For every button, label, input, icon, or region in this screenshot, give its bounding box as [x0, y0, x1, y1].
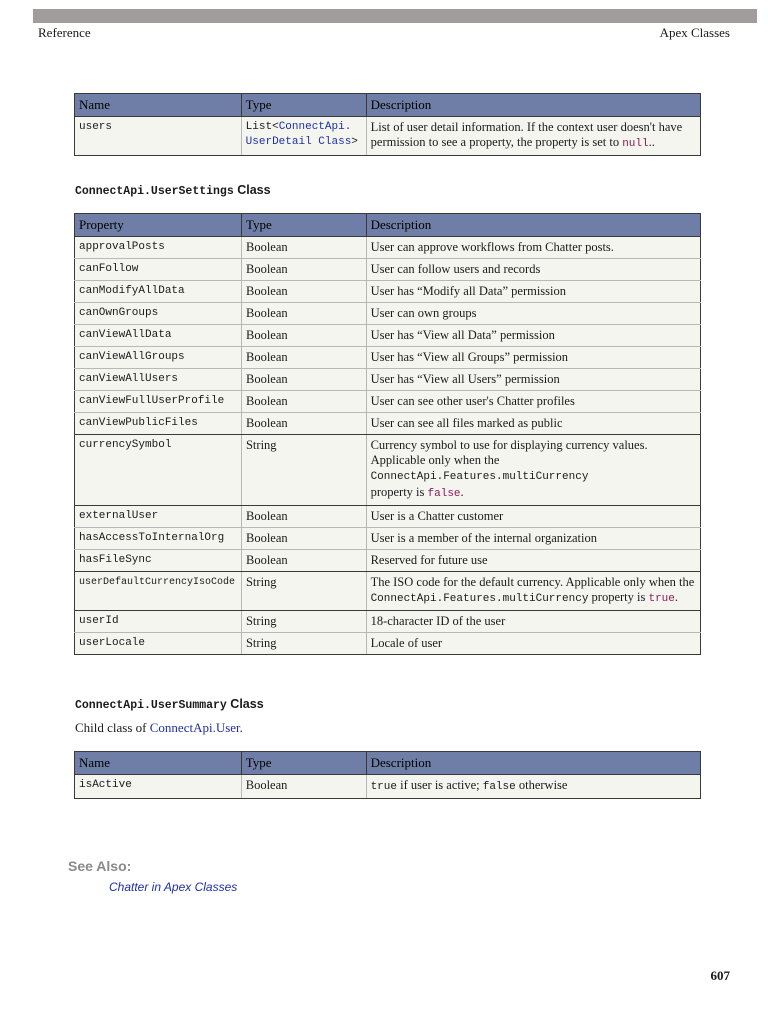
table-row	[75, 775, 701, 799]
property-name: canViewAllGroups	[75, 347, 242, 369]
property-description: User can approve workflows from Chatter posts.	[366, 237, 700, 259]
property-description: true if user is active; false otherwise	[366, 775, 700, 799]
property-description: User has “View all Users” permission	[366, 369, 700, 391]
userdetail-class-link[interactable]: ConnectApi. UserDetail Class	[245, 121, 352, 148]
table-row	[75, 117, 701, 156]
property-description: User can follow users and records	[366, 259, 700, 281]
property-description: 18-character ID of the user	[366, 611, 700, 633]
table-row	[75, 325, 701, 347]
table-row	[75, 303, 701, 325]
property-type: String	[241, 435, 366, 506]
property-name: canOwnGroups	[75, 303, 242, 325]
table-row	[75, 237, 701, 259]
property-name: userLocale	[75, 633, 242, 655]
page-number: 607	[710, 968, 730, 983]
section-title-usersettings: ConnectApi.UserSettings Class	[75, 183, 271, 198]
property-type: Boolean	[241, 369, 366, 391]
property-type: Boolean	[241, 413, 366, 435]
property-name: canViewFullUserProfile	[75, 391, 242, 413]
property-type: String	[241, 611, 366, 633]
property-type: String	[241, 633, 366, 655]
property-name: isActive	[75, 775, 242, 799]
property-description: User can own groups	[366, 303, 700, 325]
property-description: Reserved for future use	[366, 550, 700, 572]
property-type: Boolean	[241, 325, 366, 347]
property-name: canViewPublicFiles	[75, 413, 242, 435]
table-row	[75, 611, 701, 633]
property-description: User has “View all Data” permission	[366, 325, 700, 347]
column-header: Name	[75, 752, 242, 775]
table-row	[75, 369, 701, 391]
header-section-label: Reference	[38, 25, 91, 40]
property-description: User has “View all Groups” permission	[366, 347, 700, 369]
table-row	[75, 259, 701, 281]
property-type: Boolean	[241, 281, 366, 303]
column-header: Name	[75, 94, 242, 117]
property-name: hasFileSync	[75, 550, 242, 572]
property-description: User has “Modify all Data” permission	[366, 281, 700, 303]
property-type: Boolean	[241, 237, 366, 259]
property-name: currencySymbol	[75, 435, 242, 506]
usersummary-table	[74, 751, 701, 799]
table-row	[75, 528, 701, 550]
property-type: Boolean	[241, 347, 366, 369]
property-name: canModifyAllData	[75, 281, 242, 303]
section-title-usersummary: ConnectApi.UserSummary Class	[75, 697, 264, 712]
see-also-heading: See Also:	[68, 858, 132, 874]
property-name: users	[75, 117, 242, 156]
table-row	[75, 572, 701, 611]
property-description: The ISO code for the default currency. Applicable only when the ConnectApi.Features.multiCurrency property is true.	[366, 572, 700, 611]
column-header: Description	[366, 94, 700, 117]
table-row	[75, 413, 701, 435]
table-row	[75, 550, 701, 572]
property-type: Boolean	[241, 391, 366, 413]
column-header: Description	[366, 752, 700, 775]
header-bar	[33, 9, 757, 23]
property-name: canFollow	[75, 259, 242, 281]
usersettings-table	[74, 213, 701, 655]
property-description: Currency symbol to use for displaying currency values. Applicable only when the ConnectApi.Features.multiCurrency property is false.	[366, 435, 700, 506]
table-row	[75, 435, 701, 506]
column-header: Type	[241, 214, 366, 237]
property-type: String	[241, 572, 366, 611]
property-description: User can see all files marked as public	[366, 413, 700, 435]
property-name: approvalPosts	[75, 237, 242, 259]
column-header: Description	[366, 214, 700, 237]
table-row	[75, 633, 701, 655]
property-name: externalUser	[75, 506, 242, 528]
property-type: Boolean	[241, 259, 366, 281]
chatter-in-apex-classes-link[interactable]: Chatter in Apex Classes	[109, 880, 238, 894]
property-name: userDefaultCurrencyIsoCode	[75, 572, 242, 611]
child-class-text: Child class of ConnectApi.User.	[75, 720, 243, 735]
table-row	[75, 281, 701, 303]
header-chapter-label: Apex Classes	[659, 25, 730, 40]
connectapi-user-link[interactable]: ConnectApi.User	[149, 720, 240, 735]
property-type: Boolean	[241, 303, 366, 325]
property-type: Boolean	[241, 528, 366, 550]
property-type: Boolean	[241, 775, 366, 799]
property-description: User can see other user's Chatter profiles	[366, 391, 700, 413]
property-name: hasAccessToInternalOrg	[75, 528, 242, 550]
property-type: Boolean	[241, 550, 366, 572]
user-detail-page-table	[74, 93, 701, 156]
property-name: userId	[75, 611, 242, 633]
property-name: canViewAllData	[75, 325, 242, 347]
property-type: List<ConnectApi. UserDetail Class>	[241, 117, 366, 156]
table-row	[75, 347, 701, 369]
column-header: Type	[241, 94, 366, 117]
table-row	[75, 391, 701, 413]
property-name: canViewAllUsers	[75, 369, 242, 391]
property-description: Locale of user	[366, 633, 700, 655]
property-description: User is a member of the internal organization	[366, 528, 700, 550]
property-type: Boolean	[241, 506, 366, 528]
table-row	[75, 506, 701, 528]
column-header: Type	[241, 752, 366, 775]
column-header: Property	[75, 214, 242, 237]
property-description: User is a Chatter customer	[366, 506, 700, 528]
property-description: List of user detail information. If the context user doesn't have permission to see a property, the property is set to null..	[366, 117, 700, 156]
